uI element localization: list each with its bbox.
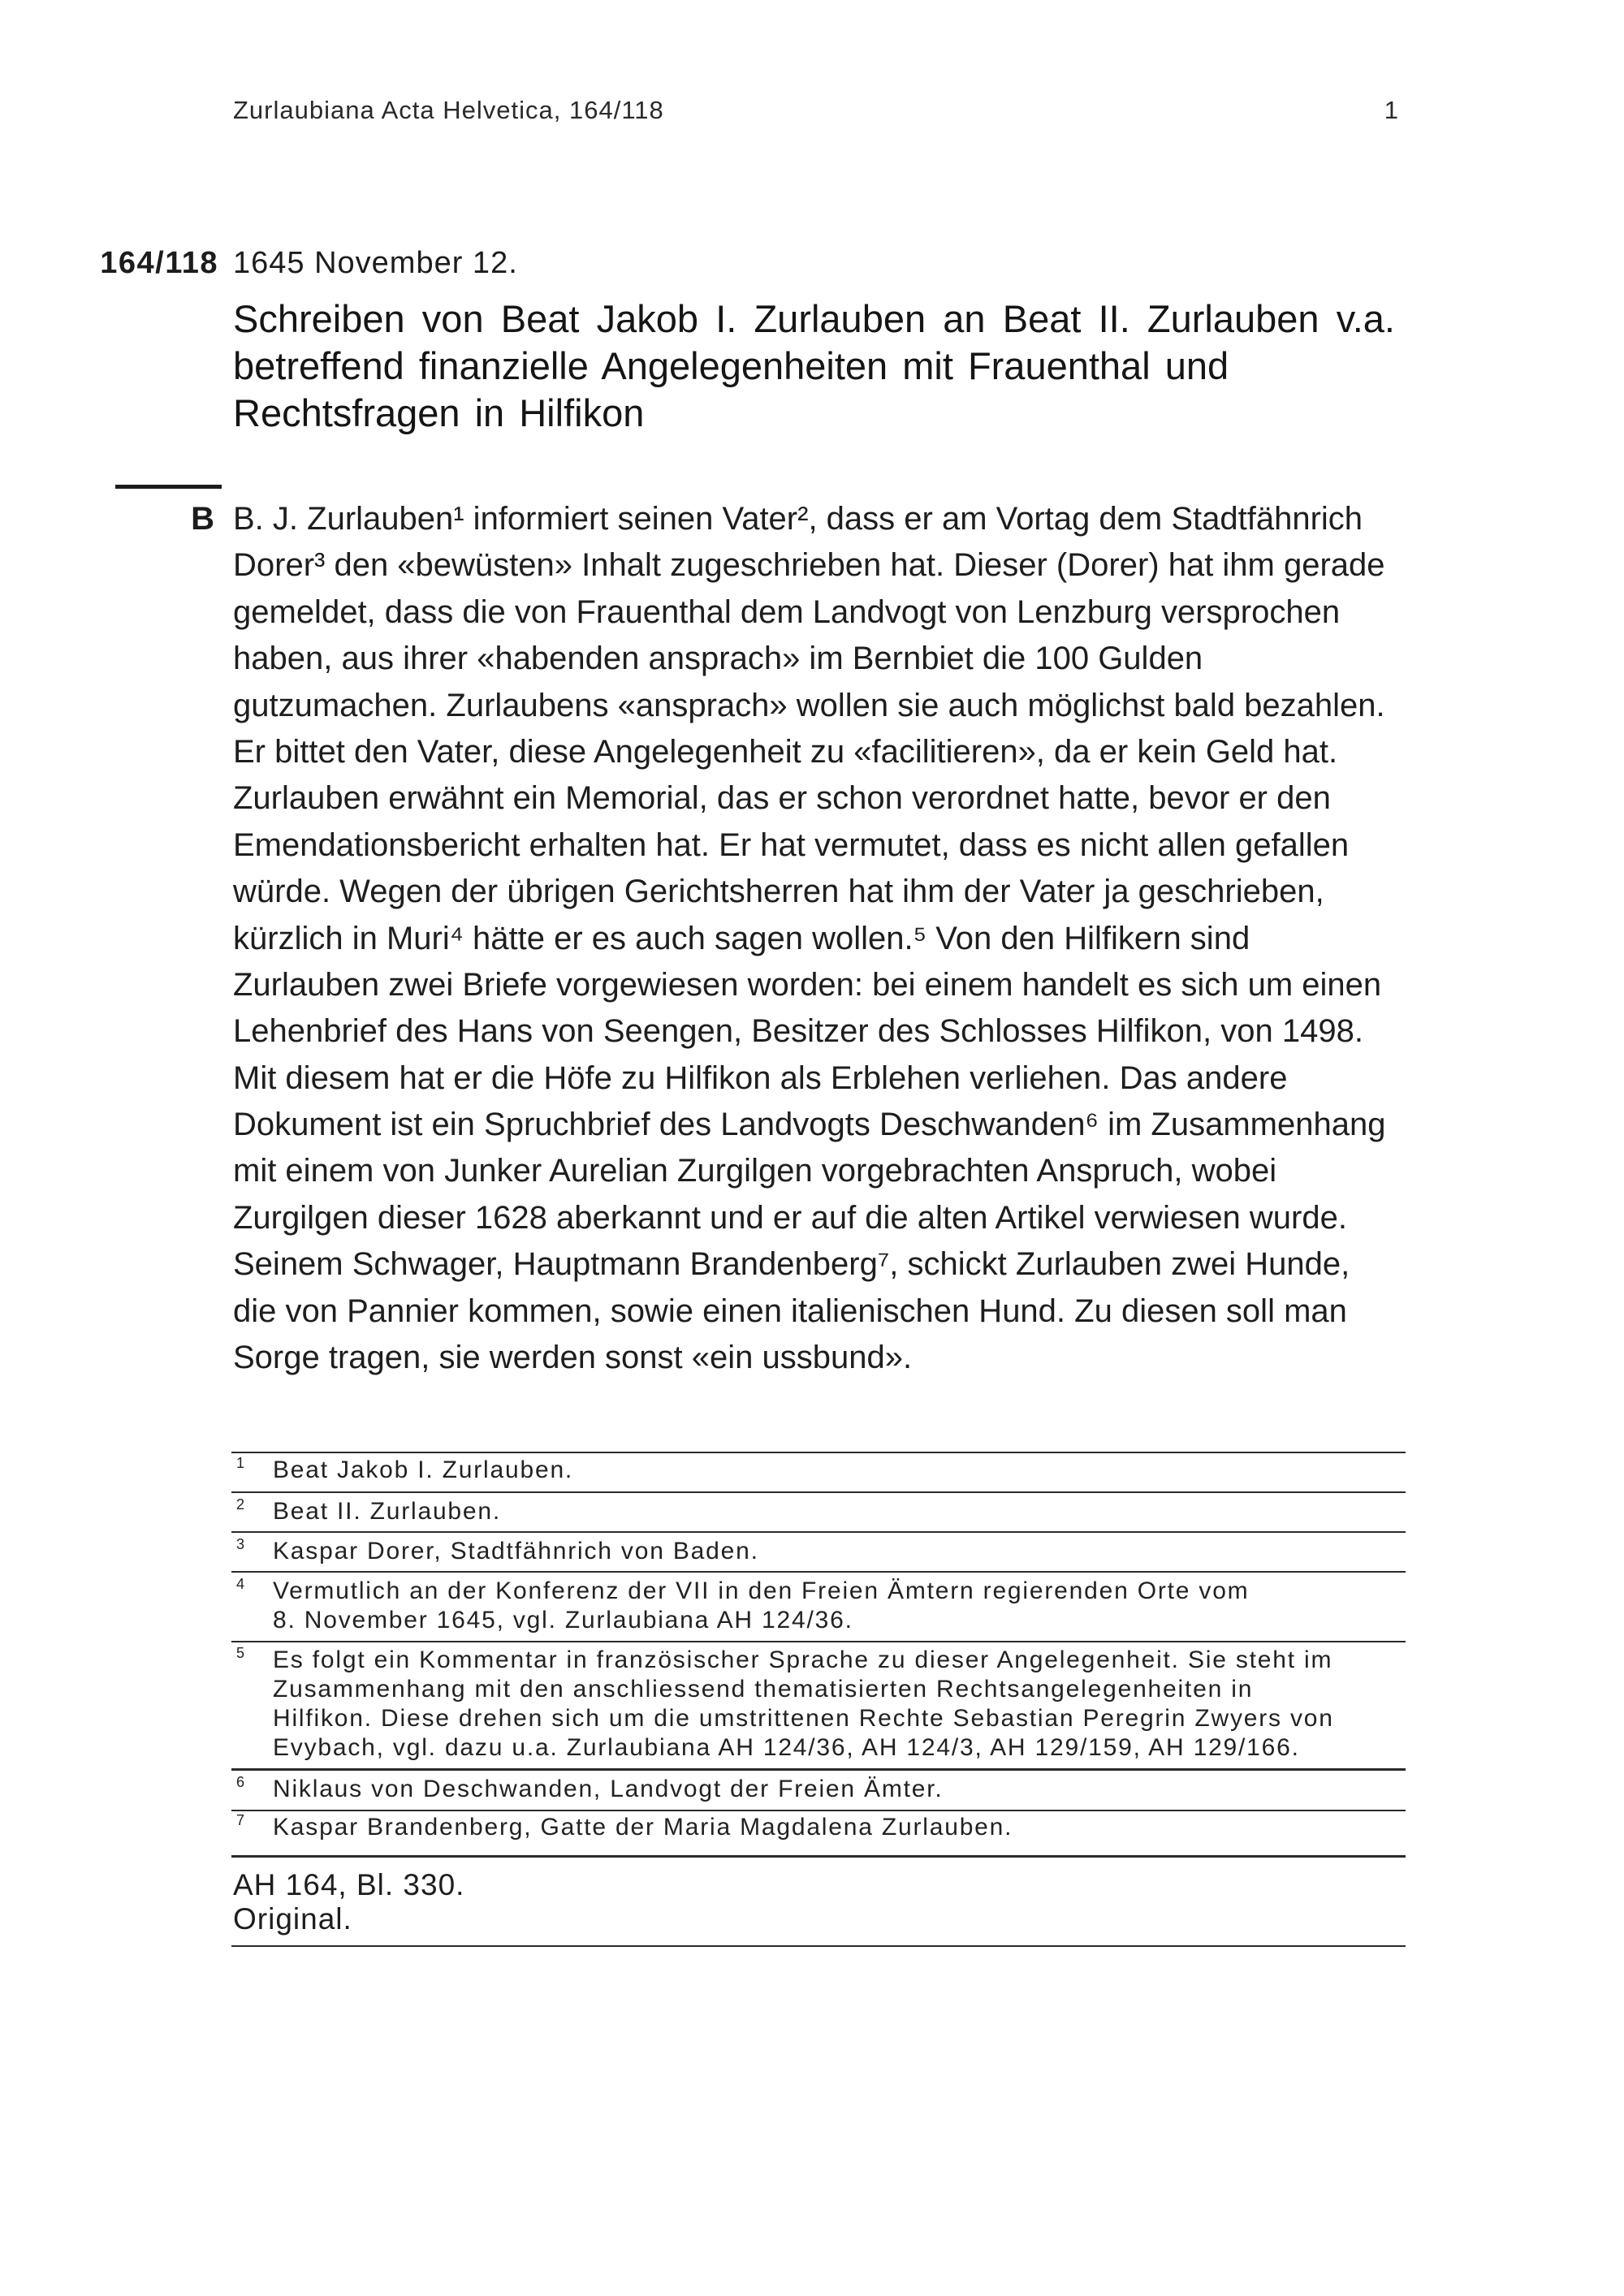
page-number: 1 xyxy=(1384,96,1398,124)
footnote-item xyxy=(231,1453,1406,1493)
footnote-line: 8. November 1645, vgl. Zurlaubiana AH 124/36. xyxy=(273,1607,853,1634)
footnote-line: Zusammenhang mit den anschliessend thematisierten Rechtsangelegenheiten in xyxy=(273,1676,1254,1703)
body-line: Dorer³ den «bewüsten» Inhalt zugeschrieben hat. Dieser (Dorer) hat ihm gerade xyxy=(233,547,1385,584)
footnotes xyxy=(231,1452,1406,1858)
body-line: würde. Wegen der übrigen Gerichtsherren hat ihm der Vater ja geschrieben, xyxy=(233,874,1324,910)
footnote-mark: 5 xyxy=(236,1645,245,1661)
body-line: Dokument ist ein Spruchbrief des Landvogts Deschwanden⁶ im Zusammenhang xyxy=(233,1107,1386,1143)
body-line: Zurlauben zwei Briefe vorgewiesen worden: bei einem handelt es sich um einen xyxy=(233,966,1382,1003)
section-divider xyxy=(115,485,222,489)
footnote-item xyxy=(231,1493,1406,1533)
body-line: mit einem von Junker Aurelian Zurgilgen vorgebrachten Anspruch, wobei xyxy=(233,1153,1277,1189)
footnote-line: Kaspar Brandenberg, Gatte der Maria Magdalena Zurlauben. xyxy=(273,1814,1013,1841)
footnote-line: Vermutlich an der Konferenz der VII in den Freien Ämtern regierenden Orte vom xyxy=(273,1577,1250,1604)
source-note: Original. xyxy=(233,1902,352,1936)
footnote-line: Es folgt ein Kommentar in französischer Sprache zu dieser Angelegenheit. Sie steht im xyxy=(273,1646,1333,1673)
footnote-item xyxy=(231,1573,1406,1642)
body-line: Zurlauben erwähnt ein Memorial, das er schon verordnet hatte, bevor er den xyxy=(233,780,1331,817)
footnote-mark: 1 xyxy=(236,1455,245,1471)
title-line: Rechtsfragen in Hilfikon xyxy=(233,391,645,434)
footnote-item xyxy=(231,1642,1406,1771)
footnote-line: Kaspar Dorer, Stadtfähnrich von Baden. xyxy=(273,1538,759,1564)
footnote-mark: 7 xyxy=(236,1812,245,1828)
entry-date: 1645 November 12. xyxy=(233,246,518,280)
footnote-item xyxy=(231,1811,1406,1858)
body-line: Emendationsbericht erhalten hat. Er hat vermutet, dass es nicht allen gefallen xyxy=(233,826,1350,863)
footnote-item xyxy=(231,1771,1406,1811)
footnote-line: Beat II. Zurlauben. xyxy=(273,1498,502,1525)
title-line: Schreiben von Beat Jakob I. Zurlauben an Beat II. Zurlauben v.a. xyxy=(233,297,1395,340)
source-block xyxy=(231,1858,1406,1947)
running-title: Zurlaubiana Acta Helvetica, 164/118 xyxy=(233,96,664,124)
body-line: haben, aus ihrer «habenden ansprach» im Bernbiet die 100 Gulden xyxy=(233,641,1203,677)
footnote-mark: 2 xyxy=(236,1496,245,1513)
title-line: betreffend finanzielle Angelegenheiten mit Frauenthal und xyxy=(233,344,1229,387)
body-line: Seinem Schwager, Hauptmann Brandenberg⁷, schickt Zurlauben zwei Hunde, xyxy=(233,1246,1350,1283)
body-line: kürzlich in Muri⁴ hätte er es auch sagen wollen.⁵ Von den Hilfikern sind xyxy=(233,920,1250,956)
footnote-line: Hilfikon. Diese drehen sich um die umstrittenen Rechte Sebastian Peregrin Zwyers von xyxy=(273,1705,1334,1732)
entry-number: 164/118 xyxy=(100,246,218,280)
source-signature: AH 164, Bl. 330. xyxy=(233,1868,465,1901)
footnote-item xyxy=(231,1533,1406,1573)
document-title xyxy=(233,296,1395,437)
footnote-mark: 6 xyxy=(236,1774,245,1790)
footnote-line: Evybach, vgl. dazu u.a. Zurlaubiana AH 124/36, AH 124/3, AH 129/159, AH 129/166. xyxy=(273,1734,1300,1761)
body-line: Sorge tragen, sie werden sonst «ein ussbund». xyxy=(233,1340,913,1376)
body-line: gemeldet, dass die von Frauenthal dem Landvogt von Lenzburg versprochen xyxy=(233,593,1341,630)
regest-body xyxy=(233,496,1402,1381)
margin-label: B xyxy=(191,501,214,537)
body-line: Zurgilgen dieser 1628 aberkannt und er auf die alten Artikel verwiesen wurde. xyxy=(233,1199,1347,1236)
footnote-line: Niklaus von Deschwanden, Landvogt der Freien Ämter. xyxy=(273,1776,944,1802)
body-line: Er bittet den Vater, diese Angelegenheit zu «facilitieren», da er kein Geld hat. xyxy=(233,733,1338,770)
body-line: die von Pannier kommen, sowie einen italienischen Hund. Zu diesen soll man xyxy=(233,1293,1347,1329)
body-line: B. J. Zurlauben¹ informiert seinen Vater², dass er am Vortag dem Stadtfähnrich xyxy=(233,501,1363,537)
footnote-mark: 4 xyxy=(236,1576,245,1592)
footnote-mark: 3 xyxy=(236,1536,245,1552)
body-line: gutzumachen. Zurlaubens «ansprach» wollen sie auch möglichst bald bezahlen. xyxy=(233,687,1385,723)
body-line: Lehenbrief des Hans von Seengen, Besitzer des Schlosses Hilfikon, von 1498. xyxy=(233,1013,1363,1050)
footnote-line: Beat Jakob I. Zurlauben. xyxy=(273,1457,574,1483)
body-line: Mit diesem hat er die Höfe zu Hilfikon als Erblehen verliehen. Das andere xyxy=(233,1060,1288,1096)
